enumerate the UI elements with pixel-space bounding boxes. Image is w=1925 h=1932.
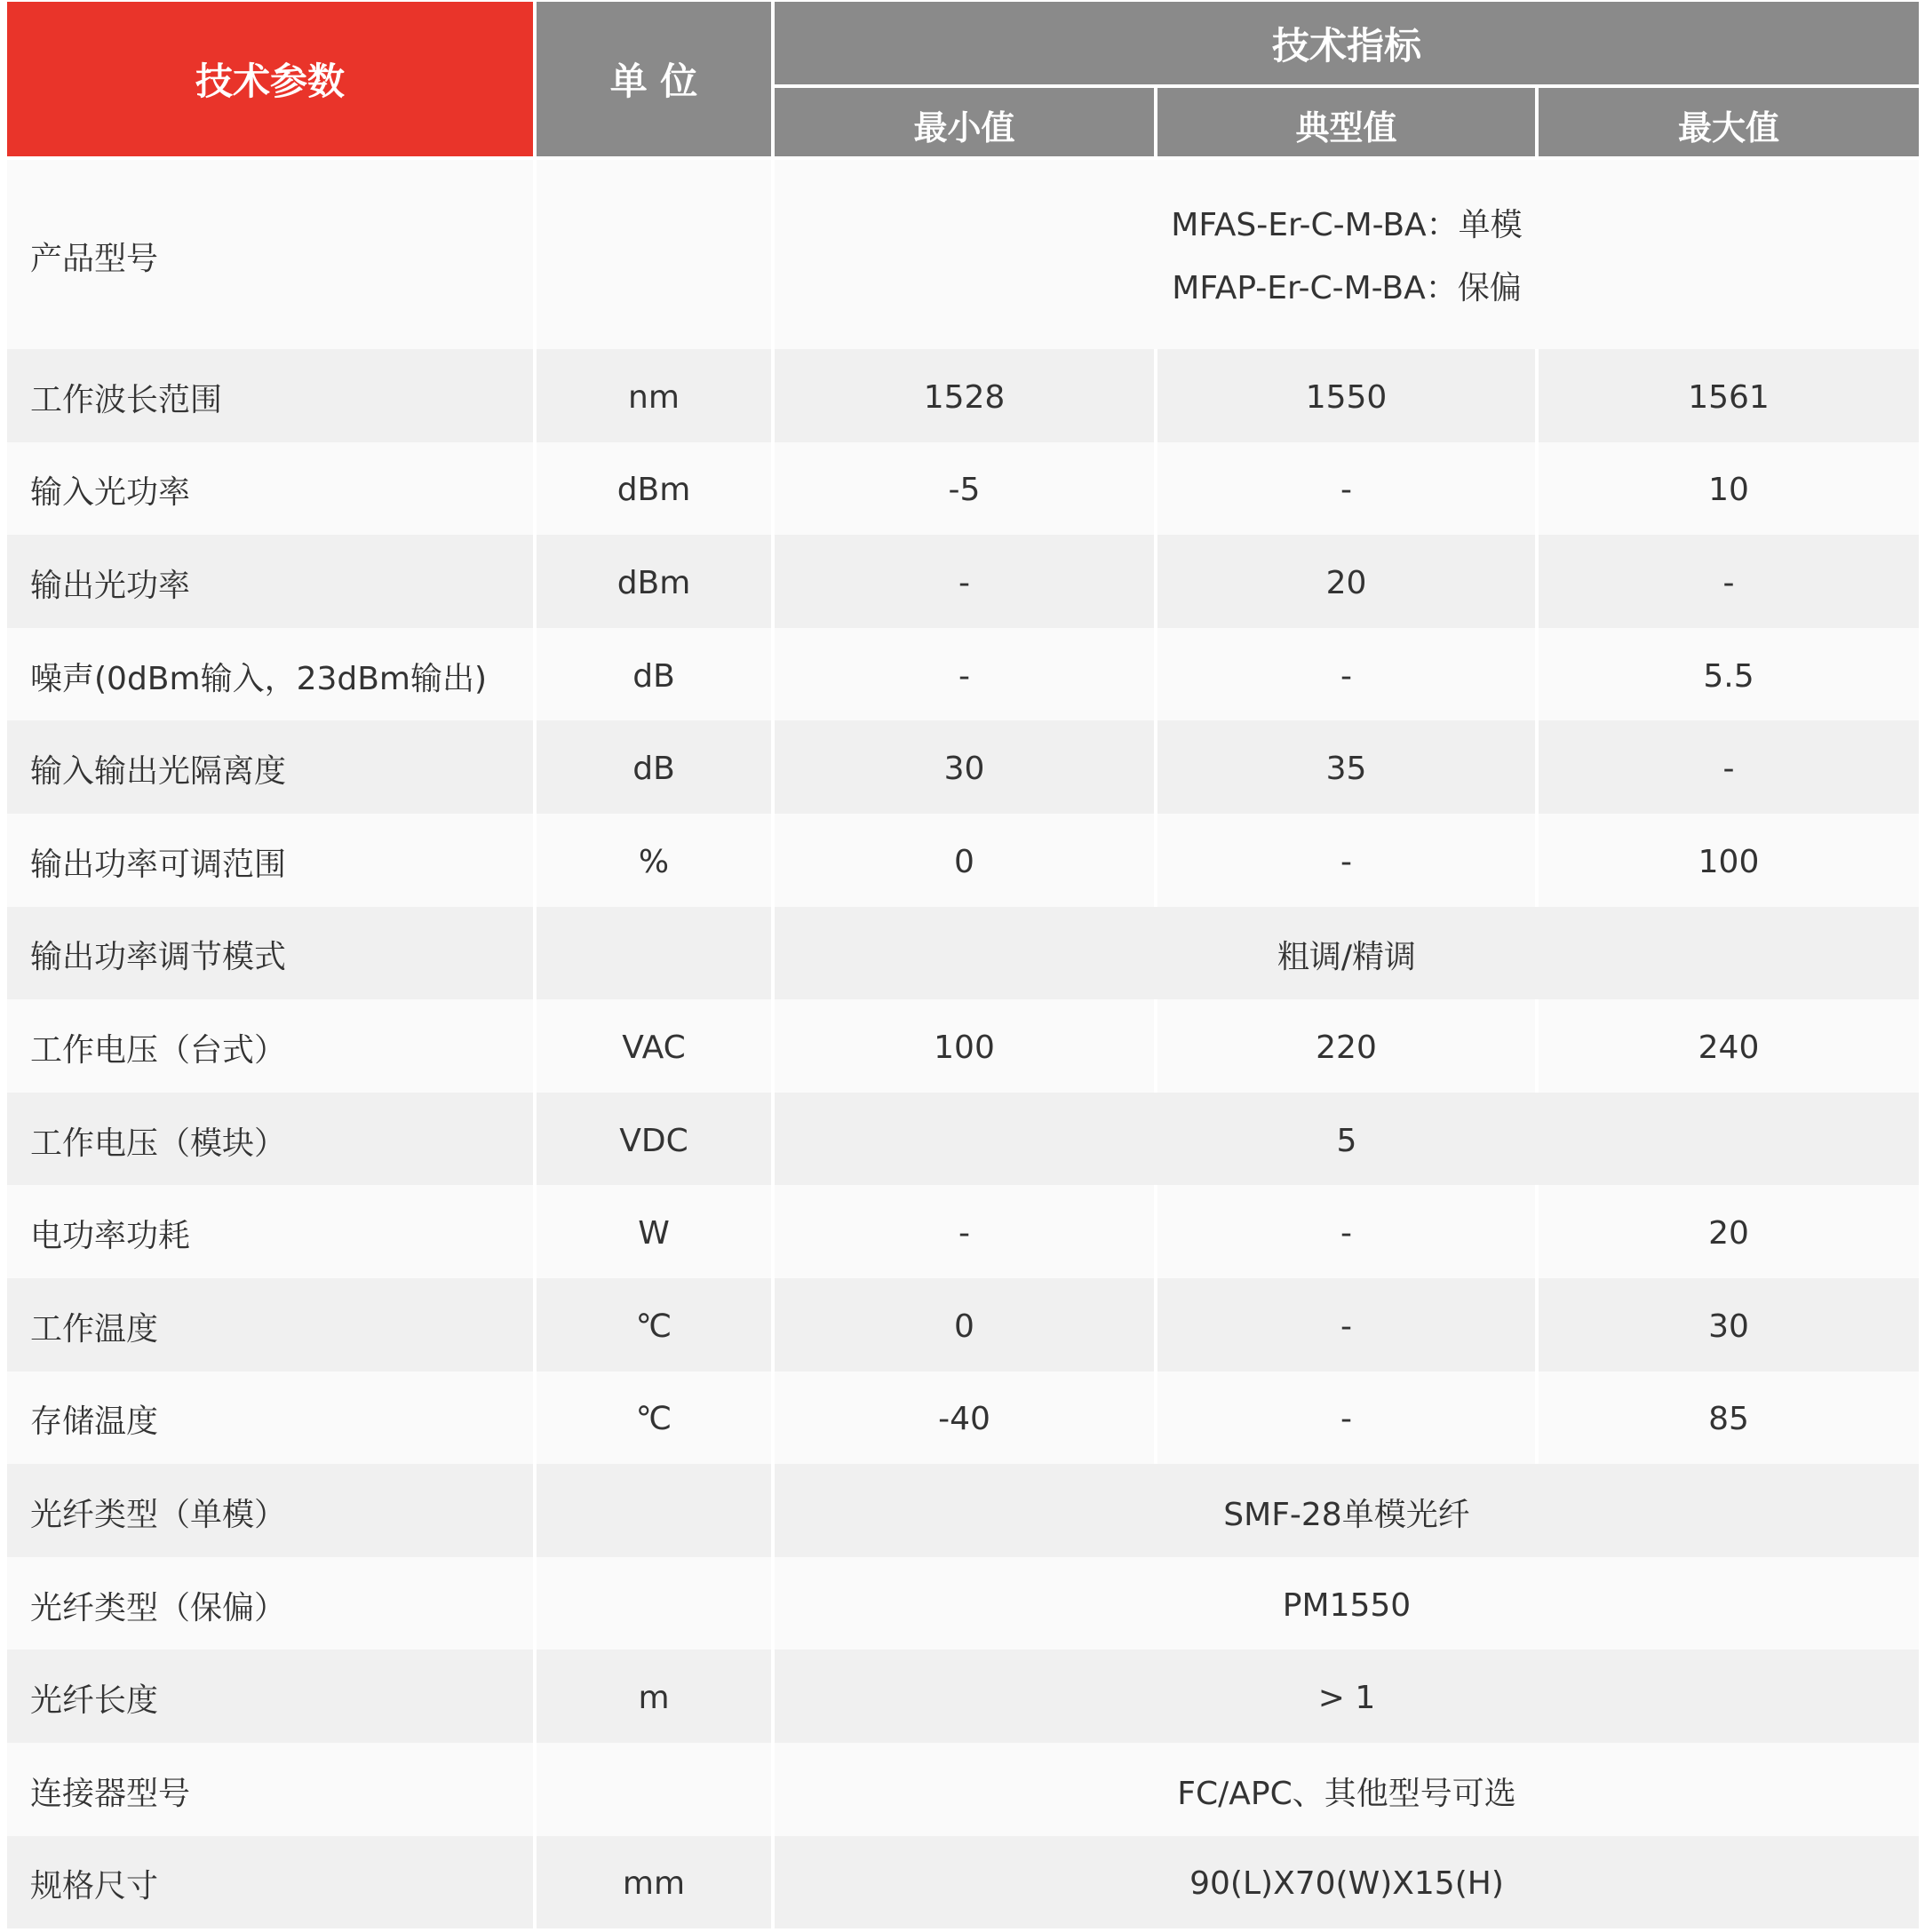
param-cell: 工作电压（台式）	[30, 1031, 287, 1069]
max-value-cell: 240	[1535, 999, 1919, 1093]
unit-cell: mm	[533, 1836, 771, 1929]
max-value-cell: 30	[1535, 1278, 1919, 1371]
table-row	[7, 1278, 1919, 1371]
table-row	[7, 1836, 1919, 1929]
typ-value-cell: -	[1154, 1371, 1535, 1465]
param-cell: 输出光功率	[30, 567, 191, 604]
param-cell: 输出功率调节模式	[30, 939, 287, 976]
unit-cell: m	[533, 1650, 771, 1743]
typ-value-cell: 35	[1154, 720, 1535, 814]
unit-cell	[533, 1464, 771, 1557]
param-cell: 输入输出光隔离度	[30, 753, 287, 791]
max-value-cell: 5.5	[1535, 628, 1919, 721]
max-value-cell: -	[1535, 720, 1919, 814]
typ-value-cell: -	[1154, 1278, 1535, 1371]
max-value-cell: 10	[1535, 442, 1919, 536]
max-value-cell: 20	[1535, 1185, 1919, 1278]
table-body	[7, 160, 1919, 1928]
table-row	[7, 720, 1919, 814]
header-typ: 典型值	[1154, 84, 1535, 156]
param-cell: 输出功率可调范围	[30, 846, 287, 883]
table-row	[7, 1093, 1919, 1186]
param-cell: 输入光功率	[30, 474, 191, 512]
param-cell: 连接器型号	[30, 1775, 191, 1812]
table-row	[7, 349, 1919, 442]
param-cell: 工作波长范围	[30, 381, 223, 418]
max-value-cell: 100	[1535, 814, 1919, 907]
typ-value-cell: -	[1154, 814, 1535, 907]
table-row	[7, 1185, 1919, 1278]
table-row	[7, 1650, 1919, 1743]
min-value-cell: -40	[771, 1371, 1154, 1465]
unit-cell: ℃	[533, 1278, 771, 1371]
table-row	[7, 1371, 1919, 1465]
header-max: 最大值	[1535, 84, 1919, 156]
typ-value-cell: -	[1154, 442, 1535, 536]
header-unit: 单 位	[533, 2, 771, 156]
table-row	[7, 1557, 1919, 1650]
unit-cell: nm	[533, 349, 771, 442]
table-row	[7, 628, 1919, 721]
min-value-cell: -	[771, 628, 1154, 721]
table-row	[7, 160, 1919, 349]
spec-line: MFAP-Er-C-M-BA：保偏	[1172, 269, 1522, 306]
min-value-cell: -5	[771, 442, 1154, 536]
table-row	[7, 907, 1919, 1000]
table-row	[7, 442, 1919, 536]
typ-value-cell: 1550	[1154, 349, 1535, 442]
spec-merged-cell: PM1550	[771, 1557, 1919, 1650]
max-value-cell: -	[1535, 535, 1919, 628]
table-row	[7, 535, 1919, 628]
header-param: 技术参数	[7, 2, 533, 156]
unit-cell: W	[533, 1185, 771, 1278]
min-value-cell: 30	[771, 720, 1154, 814]
spec-merged-cell: 粗调/精调	[771, 907, 1919, 1000]
max-value-cell: 1561	[1535, 349, 1919, 442]
unit-cell: VDC	[533, 1093, 771, 1186]
spec-merged-cell	[771, 160, 1919, 349]
max-value-cell: 85	[1535, 1371, 1919, 1465]
min-value-cell: -	[771, 1185, 1154, 1278]
header-min: 最小值	[771, 84, 1154, 156]
typ-value-cell: -	[1154, 628, 1535, 721]
typ-value-cell: 20	[1154, 535, 1535, 628]
unit-cell: dBm	[533, 535, 771, 628]
spec-table	[7, 2, 1919, 1928]
table-row	[7, 1743, 1919, 1836]
table-row	[7, 1464, 1919, 1557]
unit-cell: ℃	[533, 1371, 771, 1465]
unit-cell: dB	[533, 628, 771, 721]
min-value-cell: -	[771, 535, 1154, 628]
param-cell: 存储温度	[30, 1403, 159, 1441]
table-header	[7, 2, 1919, 156]
param-cell: 噪声(0dBm输入，23dBm输出)	[30, 660, 488, 697]
min-value-cell: 0	[771, 814, 1154, 907]
min-value-cell: 100	[771, 999, 1154, 1093]
unit-cell	[533, 907, 771, 1000]
table-row	[7, 999, 1919, 1093]
unit-cell: dBm	[533, 442, 771, 536]
spec-line: MFAS-Er-C-M-BA：单模	[1171, 206, 1523, 243]
param-cell: 规格尺寸	[30, 1868, 159, 1905]
min-value-cell: 1528	[771, 349, 1154, 442]
spec-merged-cell: > 1	[771, 1650, 1919, 1743]
spec-merged-cell: FC/APC、其他型号可选	[771, 1743, 1919, 1836]
spec-merged-cell: 5	[771, 1093, 1919, 1186]
spec-merged-cell: 90(L)X70(W)X15(H)	[771, 1836, 1919, 1929]
header-spec: 技术指标	[771, 2, 1919, 84]
unit-cell: VAC	[533, 999, 771, 1093]
unit-cell	[533, 160, 771, 349]
table-row	[7, 814, 1919, 907]
unit-cell	[533, 1743, 771, 1836]
unit-cell: dB	[533, 720, 771, 814]
param-cell: 光纤类型（保偏）	[30, 1589, 287, 1626]
unit-cell	[533, 1557, 771, 1650]
min-value-cell: 0	[771, 1278, 1154, 1371]
param-cell: 产品型号	[30, 241, 159, 277]
param-cell: 工作温度	[30, 1310, 159, 1348]
unit-cell: %	[533, 814, 771, 907]
param-cell: 光纤类型（单模）	[30, 1496, 287, 1533]
typ-value-cell: -	[1154, 1185, 1535, 1278]
param-cell: 工作电压（模块）	[30, 1125, 287, 1162]
param-cell: 光纤长度	[30, 1682, 159, 1720]
spec-merged-cell: SMF-28单模光纤	[771, 1464, 1919, 1557]
param-cell: 电功率功耗	[30, 1218, 191, 1255]
typ-value-cell: 220	[1154, 999, 1535, 1093]
